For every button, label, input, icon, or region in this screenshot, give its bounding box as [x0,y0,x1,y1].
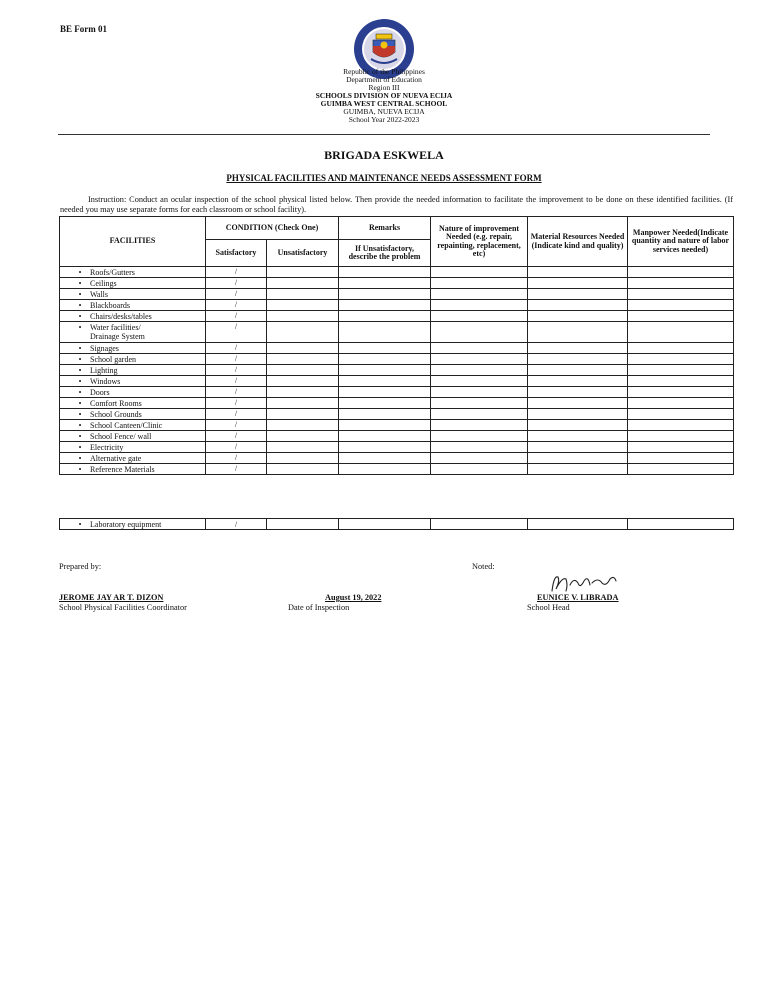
nature-cell[interactable] [431,354,528,365]
satisfactory-check[interactable]: / [206,300,267,311]
satisfactory-check[interactable]: / [206,322,267,343]
nature-cell[interactable] [431,365,528,376]
manpower-cell[interactable] [628,420,734,431]
table-row [60,398,734,409]
manpower-cell[interactable] [628,387,734,398]
unsatisfactory-cell[interactable] [267,398,339,409]
laboratory-table [59,518,734,530]
manpower-cell[interactable] [628,409,734,420]
bullet: • [78,442,82,452]
facility-name: School Canteen/Clinic [90,420,163,430]
facility-name: Laboratory equipment [90,519,162,529]
bullet: • [78,300,82,310]
nature-cell[interactable] [431,278,528,289]
bullet: • [78,398,82,408]
table-row [60,300,734,311]
inspection-date: August 19, 2022 [325,593,382,602]
remarks-cell[interactable] [339,420,431,431]
nature-cell[interactable] [431,442,528,453]
unsatisfactory-cell[interactable] [267,278,339,289]
manpower-cell[interactable] [628,464,734,475]
remarks-cell[interactable] [339,409,431,420]
unsatisfactory-cell[interactable] [267,267,339,278]
noted-label: Noted: [472,562,495,571]
material-cell[interactable] [528,300,628,311]
header-manpower: Manpower Needed(Indicate quantity and nature of labor services needed) [628,217,734,267]
manpower-cell[interactable] [628,519,734,530]
facility-name: School Fence/ wall [90,431,152,441]
bullet: • [78,420,82,430]
header-republic: Republic of the Philippines [343,67,425,76]
satisfactory-check[interactable]: / [206,420,267,431]
table-row [60,519,734,530]
remarks-cell[interactable] [339,300,431,311]
nature-cell[interactable] [431,387,528,398]
table-row [60,289,734,300]
remarks-cell[interactable] [339,267,431,278]
facility-name: Chairs/desks/tables [90,311,152,321]
manpower-cell[interactable] [628,354,734,365]
header-remarks-sub: If Unsatisfactory, describe the problem [339,240,431,267]
nature-cell[interactable] [431,453,528,464]
facility-name-cont: Drainage System [90,332,145,341]
header-facilities: FACILITIES [60,217,206,267]
header-school: GUIMBA WEST CENTRAL SCHOOL [320,99,448,108]
bullet: • [78,376,82,386]
table-row [60,420,734,431]
unsatisfactory-cell[interactable] [267,343,339,354]
nature-cell[interactable] [431,300,528,311]
nature-cell[interactable] [431,311,528,322]
satisfactory-check[interactable]: / [206,365,267,376]
satisfactory-check[interactable]: / [206,376,267,387]
facility-name: Doors [90,387,110,397]
facility-name: Alternative gate [90,453,142,463]
bullet: • [78,289,82,299]
unsatisfactory-cell[interactable] [267,387,339,398]
handwritten-signature [544,571,624,597]
header-nature-improvement: Nature of improvement Needed (e.g. repair, repainting, replacement, etc) [431,217,528,267]
manpower-cell[interactable] [628,376,734,387]
bullet: • [78,519,82,529]
material-cell[interactable] [528,267,628,278]
unsatisfactory-cell[interactable] [267,464,339,475]
remarks-cell[interactable] [339,387,431,398]
nature-cell[interactable] [431,267,528,278]
manpower-cell[interactable] [628,442,734,453]
table-row [60,267,734,278]
facility-name: Lighting [90,365,118,375]
form-number: BE Form 01 [60,24,107,34]
material-cell[interactable] [528,464,628,475]
satisfactory-check[interactable]: / [206,464,267,475]
unsatisfactory-cell[interactable] [267,453,339,464]
table-row [60,442,734,453]
preparer-name: JEROME JAY AR T. DIZON [59,593,164,602]
table-row [60,354,734,365]
header-department: Department of Education [346,75,422,84]
facility-name: Windows [90,376,121,386]
nature-cell[interactable] [431,343,528,354]
nature-cell[interactable] [431,420,528,431]
manpower-cell[interactable] [628,431,734,442]
manpower-cell[interactable] [628,289,734,300]
header-division: SCHOOLS DIVISION OF NUEVA ECIJA [315,91,453,100]
material-cell[interactable] [528,420,628,431]
material-cell[interactable] [528,343,628,354]
header-unsatisfactory: Unsatisfactory [267,240,339,267]
facility-name: Signages [90,343,119,353]
manpower-cell[interactable] [628,453,734,464]
remarks-cell[interactable] [339,376,431,387]
unsatisfactory-cell[interactable] [267,442,339,453]
header-school-year: School Year 2022-2023 [348,115,420,124]
satisfactory-check[interactable]: / [206,387,267,398]
unsatisfactory-cell[interactable] [267,322,339,343]
school-head-role: School Head [527,603,570,612]
facility-name: School Grounds [90,409,142,419]
unsatisfactory-cell[interactable] [267,519,339,530]
table-row [60,311,734,322]
bullet: • [78,354,82,364]
header-satisfactory: Satisfactory [206,240,267,267]
satisfactory-check[interactable]: / [206,398,267,409]
nature-cell[interactable] [431,464,528,475]
material-cell[interactable] [528,365,628,376]
nature-cell[interactable] [431,376,528,387]
table-row [60,278,734,289]
material-cell[interactable] [528,354,628,365]
remarks-cell[interactable] [339,398,431,409]
unsatisfactory-cell[interactable] [267,354,339,365]
bullet: • [78,365,82,375]
facility-name: Electricity [90,442,124,452]
manpower-cell[interactable] [628,311,734,322]
bullet: • [78,453,82,463]
unsatisfactory-cell[interactable] [267,376,339,387]
manpower-cell[interactable] [628,300,734,311]
remarks-cell[interactable] [339,289,431,300]
table-row [60,453,734,464]
manpower-cell[interactable] [628,343,734,354]
remarks-cell[interactable] [339,343,431,354]
bullet: • [78,431,82,441]
nature-cell[interactable] [431,398,528,409]
preparer-role: School Physical Facilities Coordinator [59,603,187,612]
nature-cell[interactable] [431,409,528,420]
bullet: • [78,278,82,288]
assessment-table [59,216,734,475]
bullet: • [78,267,82,277]
material-cell[interactable] [528,376,628,387]
facility-name: Ceilings [90,278,117,288]
nature-cell[interactable] [431,431,528,442]
manpower-cell[interactable] [628,398,734,409]
prepared-by-label: Prepared by: [59,562,102,571]
table-row [60,387,734,398]
material-cell[interactable] [528,322,628,343]
header-region: Region III [368,83,400,92]
header-divider [58,134,710,135]
unsatisfactory-cell[interactable] [267,431,339,442]
table-row [60,322,734,343]
table-row [60,431,734,442]
material-cell[interactable] [528,398,628,409]
nature-cell[interactable] [431,289,528,300]
remarks-cell[interactable] [339,464,431,475]
form-title: BRIGADA ESKWELA [324,148,444,162]
facility-name: Water facilities/ [90,323,141,332]
material-cell[interactable] [528,278,628,289]
header-remarks: Remarks [339,217,431,240]
material-cell[interactable] [528,311,628,322]
facility-name: Comfort Rooms [90,398,142,408]
remarks-cell[interactable] [339,322,431,343]
bullet: • [78,311,82,321]
material-cell[interactable] [528,409,628,420]
satisfactory-check[interactable]: / [206,354,267,365]
unsatisfactory-cell[interactable] [267,300,339,311]
bullet: • [78,409,82,419]
material-cell[interactable] [528,431,628,442]
date-label: Date of Inspection [288,603,350,612]
table-row [60,464,734,475]
manpower-cell[interactable] [628,278,734,289]
satisfactory-check[interactable]: / [206,343,267,354]
facility-name: Blackboards [90,300,130,310]
bullet: • [78,343,82,353]
satisfactory-check[interactable]: / [206,519,267,530]
instruction-text: Instruction: Conduct an ocular inspection of the school physical listed below. Then provide the needed information to facilitate the improvement to be done on these identified facilities. (If needed you may use separate forms for each classroom or school facility). [60,195,733,214]
nature-cell[interactable] [431,322,528,343]
material-cell[interactable] [528,519,628,530]
remarks-cell[interactable] [339,453,431,464]
bullet: • [78,323,82,332]
manpower-cell[interactable] [628,267,734,278]
unsatisfactory-cell[interactable] [267,409,339,420]
unsatisfactory-cell[interactable] [267,365,339,376]
material-cell[interactable] [528,289,628,300]
satisfactory-check[interactable]: / [206,267,267,278]
satisfactory-check[interactable]: / [206,442,267,453]
satisfactory-check[interactable]: / [206,453,267,464]
unsatisfactory-cell[interactable] [267,289,339,300]
table-row [60,343,734,354]
remarks-cell[interactable] [339,431,431,442]
header-address: GUIMBA, NUEVA ECIJA [343,107,425,116]
manpower-cell[interactable] [628,365,734,376]
facility-name: Walls [90,289,109,299]
table-row [60,365,734,376]
table-row [60,376,734,387]
satisfactory-check[interactable]: / [206,311,267,322]
school-head-name: EUNICE V. LIBRADA [537,593,619,602]
facility-name: Roofs/Gutters [90,267,135,277]
form-subtitle: PHYSICAL FACILITIES AND MAINTENANCE NEEDS ASSESSMENT FORM [226,173,542,183]
remarks-cell[interactable] [339,311,431,322]
satisfactory-check[interactable]: / [206,278,267,289]
satisfactory-check[interactable]: / [206,409,267,420]
facility-rows [60,267,734,475]
header-condition: CONDITION (Check One) [206,217,339,240]
remarks-cell[interactable] [339,365,431,376]
remarks-cell[interactable] [339,442,431,453]
satisfactory-check[interactable]: / [206,431,267,442]
header-material-resources: Material Resources Needed (Indicate kind and quality) [528,217,628,267]
manpower-cell[interactable] [628,322,734,343]
material-cell[interactable] [528,387,628,398]
unsatisfactory-cell[interactable] [267,420,339,431]
remarks-cell[interactable] [339,519,431,530]
remarks-cell[interactable] [339,354,431,365]
unsatisfactory-cell[interactable] [267,311,339,322]
nature-cell[interactable] [431,519,528,530]
agency-header [0,68,768,124]
facility-name: Reference Materials [90,464,155,474]
facility-name: School garden [90,354,136,364]
bullet: • [78,387,82,397]
bullet: • [78,464,82,474]
satisfactory-check[interactable]: / [206,289,267,300]
material-cell[interactable] [528,442,628,453]
material-cell[interactable] [528,453,628,464]
remarks-cell[interactable] [339,278,431,289]
table-row [60,409,734,420]
